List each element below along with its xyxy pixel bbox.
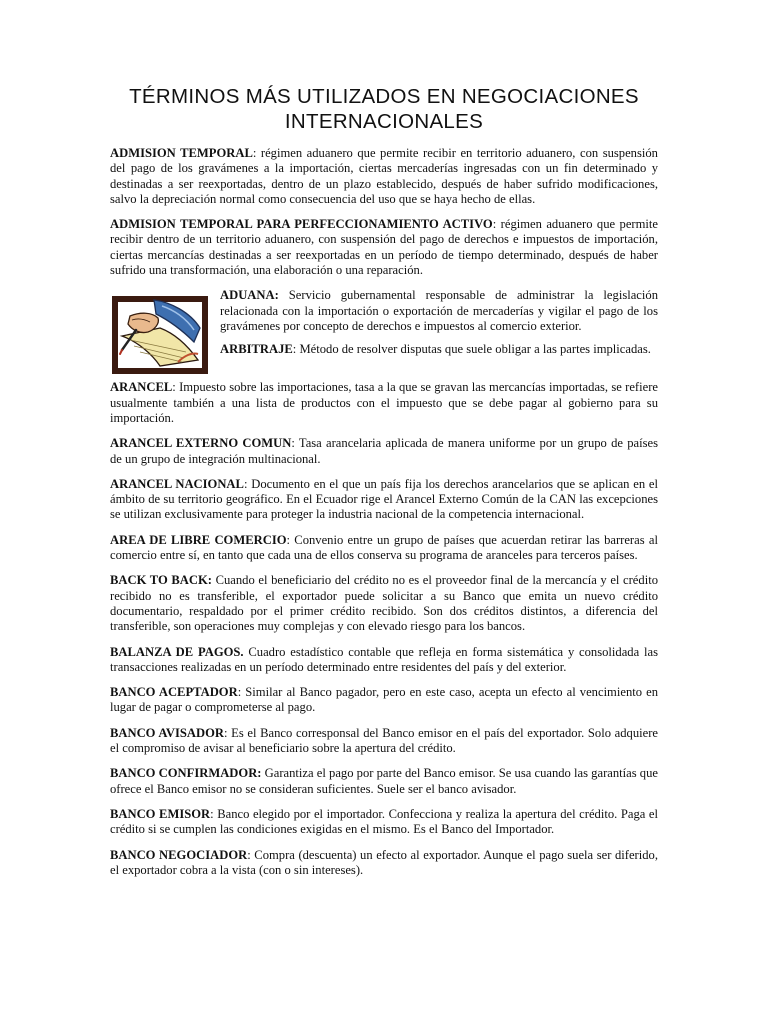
glossary-entry: BANCO ACEPTADOR: Similar al Banco pagador, pero en este caso, acepta un efecto al vencimiento en lugar de pagar o comprometerse al pago. — [110, 685, 659, 715]
entry-definition: Convenio entre un grupo de países que acuerdan retirar las barreras al comercio entre sí, en tanto que cada una de ellos conserva su programa de aranceles para terceros países. — [110, 532, 658, 563]
glossary-entry: BANCO NEGOCIADOR: Compra (descuenta) un efecto al exportador. Aunque el pago suela ser diferido, el exportador cobra a la vista (con o sin intereses). — [110, 847, 658, 877]
glossary-entry — [220, 288, 658, 334]
entry-term: BANCO NEGOCIADOR — [110, 847, 248, 862]
entry-term: BALANZA DE PAGOS. — [110, 644, 244, 659]
entry-definition: Método de resolver disputas que suele obligar a las partes implicadas. — [299, 342, 651, 357]
entry-definition: Banco elegido por el importador. Confecciona y realiza la apertura del crédito. Paga el crédito si se cumplen las condiciones exigidas en el mismo. Es el Banco del Importador. — [110, 806, 659, 837]
entry-definition: Servicio gubernamental responsable de administrar la legislación relacionada con la importación o exportación de mercaderías y vigilar el pago de los gravámenes por concepto de derechos e impuestos al comercio exterior. — [220, 288, 658, 333]
entry-definition: régimen aduanero que permite recibir en territorio aduanero, con suspensión del pago de los gravámenes a la importación, ciertas mercaderías ingresadas con un fin determinado y destinadas a ser reexportadas, dentro de un plazo establecido, después de haber sufrido modificaciones, salvo la depreciación normal como consecuencia del uso que se haya hecho de ellas. — [110, 146, 658, 206]
glossary-entry: ADMISION TEMPORAL PARA PERFECCIONAMIENTO ACTIVO: régimen aduanero que permite recibir dentro de un territorio aduanero, con suspensión del pago de derechos e impuestos de importación, ciertas mercancías destinadas a ser reexportadas en un período de tiempo determinado, después de haber sufrido una transformación, una elaboración o una reparación. — [110, 217, 658, 278]
figure-side-entries — [220, 288, 658, 378]
entry-definition: Cuadro estadístico contable que refleja en forma sistemática y consolidada las transacciones realizadas en un período determinado entre residentes del país y del exterior. — [110, 644, 658, 674]
entry-definition: Garantiza el pago por parte del Banco emisor. Se usa cuando las garantías que ofrece el Banco emisor no se consideran suficientes. Suele ser el banco avisador. — [110, 766, 658, 796]
entry-term: ARANCEL EXTERNO COMUN — [110, 436, 292, 451]
entry-term: BANCO CONFIRMADOR: — [110, 766, 262, 781]
glossary-entry: ADMISION TEMPORAL: régimen aduanero que permite recibir en territorio aduanero, con suspensión del pago de los gravámenes a la importación, ciertas mercaderías ingresadas con un fin determinado y destinadas a ser reexportadas, dentro de un plazo establecido, después de haber sufrido modificaciones, salvo la depreciación normal como consecuencia del uso que se haya hecho de ellas. — [110, 146, 658, 206]
title-line-1: TÉRMINOS MÁS UTILIZADOS EN NEGOCIACIONES — [129, 85, 639, 108]
figure-row — [110, 288, 658, 378]
entry-term: AREA DE LIBRE COMERCIO — [110, 532, 287, 547]
entry-term: ADMISION TEMPORAL — [110, 146, 253, 160]
entry-term: ARANCEL — [110, 380, 173, 395]
entry-term: BANCO ACEPTADOR — [110, 685, 238, 700]
entry-definition: Cuando el beneficiario del crédito no es el proveedor final de la mercancía y el crédito recibido no es transferible, el exportador puede solicitar a su Banco que emita un nuevo crédito documentario, respaldado por el primer crédito recibido. Son dos créditos distintos, a diferencia del transferible, son operaciones muy complejas y con elevado riesgo para los bancos. — [110, 573, 658, 634]
glossary-entry: BANCO AVISADOR: Es el Banco corresponsal del Banco emisor en el país del exportador. Solo adquiere el compromiso de avisar al beneficiario sobre la apertura del crédito. — [110, 725, 658, 756]
entry-term: BANCO AVISADOR — [110, 725, 224, 740]
entry-definition: Compra (descuenta) un efecto al exportador. Aunque el pago suela ser diferido, el exportador cobra a la vista (con o sin intereses). — [110, 847, 658, 877]
glossary-entry — [110, 573, 658, 634]
page-title — [110, 84, 658, 134]
entry-term: ADUANA: — [220, 288, 279, 303]
glossary-entry — [110, 766, 658, 797]
entry-term: ADMISION TEMPORAL PARA PERFECCIONAMIENTO ACTIVO — [110, 217, 493, 232]
entry-definition: Similar al Banco pagador, pero en este caso, acepta un efecto al vencimiento en lugar de pagar o comprometerse al pago. — [110, 685, 659, 715]
entry-definition: Impuesto sobre las importaciones, tasa a la que se gravan las mercancías importadas, se refiere usualmente también a una lista de productos con el impuesto que se debe pagar al gobierno para su importación. — [110, 380, 658, 425]
glossary-entry: BANCO EMISOR: Banco elegido por el importador. Confecciona y realiza la apertura del crédito. Paga el crédito si se cumplen las condiciones exigidas en el mismo. Es el Banco del Importador. — [110, 806, 659, 837]
entry-term: ARANCEL NACIONAL — [110, 476, 244, 491]
glossary-entry: ARANCEL NACIONAL: Documento en el que un país fija los derechos arancelarios que se aplican en el ámbito de su territorio geográfico. En el Ecuador rige el Arancel Externo Común de la CAN las excepciones se utilizan exclusivamente para proteger la industria nacional de la competencia internacional. — [110, 476, 658, 522]
glossary-entry: AREA DE LIBRE COMERCIO: Convenio entre un grupo de países que acuerdan retirar las barreras al comercio entre sí, en tanto que cada una de ellos conserva su programa de aranceles para terceros países. — [110, 532, 658, 563]
glossary-entry: ARBITRAJE: Método de resolver disputas que suele obligar a las partes implicadas. — [220, 342, 651, 357]
entry-term: BANCO EMISOR — [110, 806, 211, 821]
glossary-entry — [110, 645, 658, 676]
glossary-entry: ARANCEL EXTERNO COMUN: Tasa arancelaria aplicada de manera uniforme por un grupo de países de un grupo de integración multinacional. — [110, 436, 659, 466]
entry-term: BACK TO BACK: — [110, 573, 212, 588]
glossary-entry: ARANCEL: Impuesto sobre las importaciones, tasa a la que se gravan las mercancías importadas, se refiere usualmente también a una lista de productos con el impuesto que se debe pagar al gobierno para su importación. — [110, 380, 658, 425]
writing-hand-clipart-icon — [110, 290, 210, 378]
entry-definition: Es el Banco corresponsal del Banco emisor en el país del exportador. Solo adquiere el compromiso de avisar al beneficiario sobre la apertura del crédito. — [110, 725, 658, 756]
title-line-2: INTERNACIONALES — [284, 110, 484, 133]
entry-definition: régimen aduanero que permite recibir dentro de un territorio aduanero, con suspensión del pago de derechos e impuestos de importación, ciertas mercancías destinadas a ser reexportadas en un período de tiempo determinado, después de haber sufrido una transformación, una elaboración o una reparación. — [110, 217, 658, 278]
entry-definition: Tasa arancelaria aplicada de manera uniforme por un grupo de países de un grupo de integración multinacional. — [110, 436, 659, 466]
entry-definition: Documento en el que un país fija los derechos arancelarios que se aplican en el ámbito de su territorio geográfico. En el Ecuador rige el Arancel Externo Común de la CAN las excepciones se utilizan exclusivamente para proteger la industria nacional de la competencia internacional. — [110, 476, 658, 522]
entry-term: ARBITRAJE — [220, 342, 293, 357]
